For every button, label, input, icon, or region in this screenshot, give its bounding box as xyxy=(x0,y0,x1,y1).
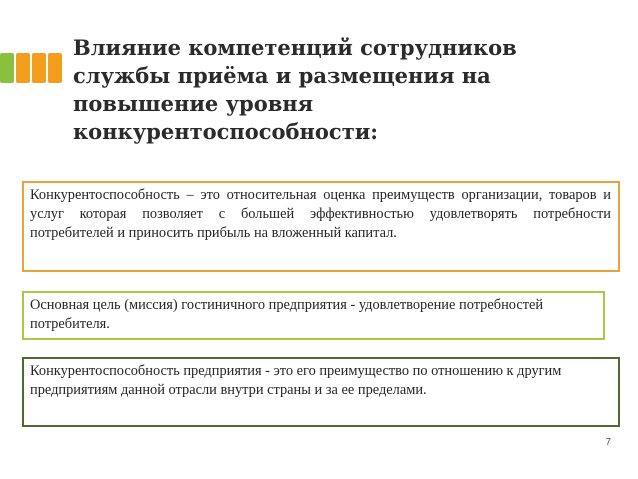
logo-bar-orange-1 xyxy=(16,53,30,83)
logo-bar-orange-2 xyxy=(32,53,46,83)
logo-bar-orange-3 xyxy=(48,53,62,83)
definition-text: Конкурентоспособность – это относительная оценка преимуществ организации, товаров и услуг которая позволяет с большей эффективностью удовлетворять потребности потребителей и приносить прибыль на вложенный капитал. xyxy=(30,187,611,241)
slide-title: Влияние компетенций сотрудников службы приёма и размещения на повышение уровня конкурентоспособности: xyxy=(73,35,517,144)
mission-text: Основная цель (миссия) гостиничного предприятия - удовлетворение потребностей потребителя. xyxy=(30,297,544,332)
page-number: 7 xyxy=(605,437,611,448)
enterprise-competitiveness-box xyxy=(22,357,620,427)
definition-box xyxy=(22,181,620,272)
mission-box xyxy=(22,291,605,340)
enterprise-competitiveness-text: Конкурентоспособность предприятия - это его преимущество по отношению к другим предприятиям данной отрасли внутри страны и за ее пределами. xyxy=(30,363,562,398)
logo-bar-green xyxy=(0,53,14,83)
